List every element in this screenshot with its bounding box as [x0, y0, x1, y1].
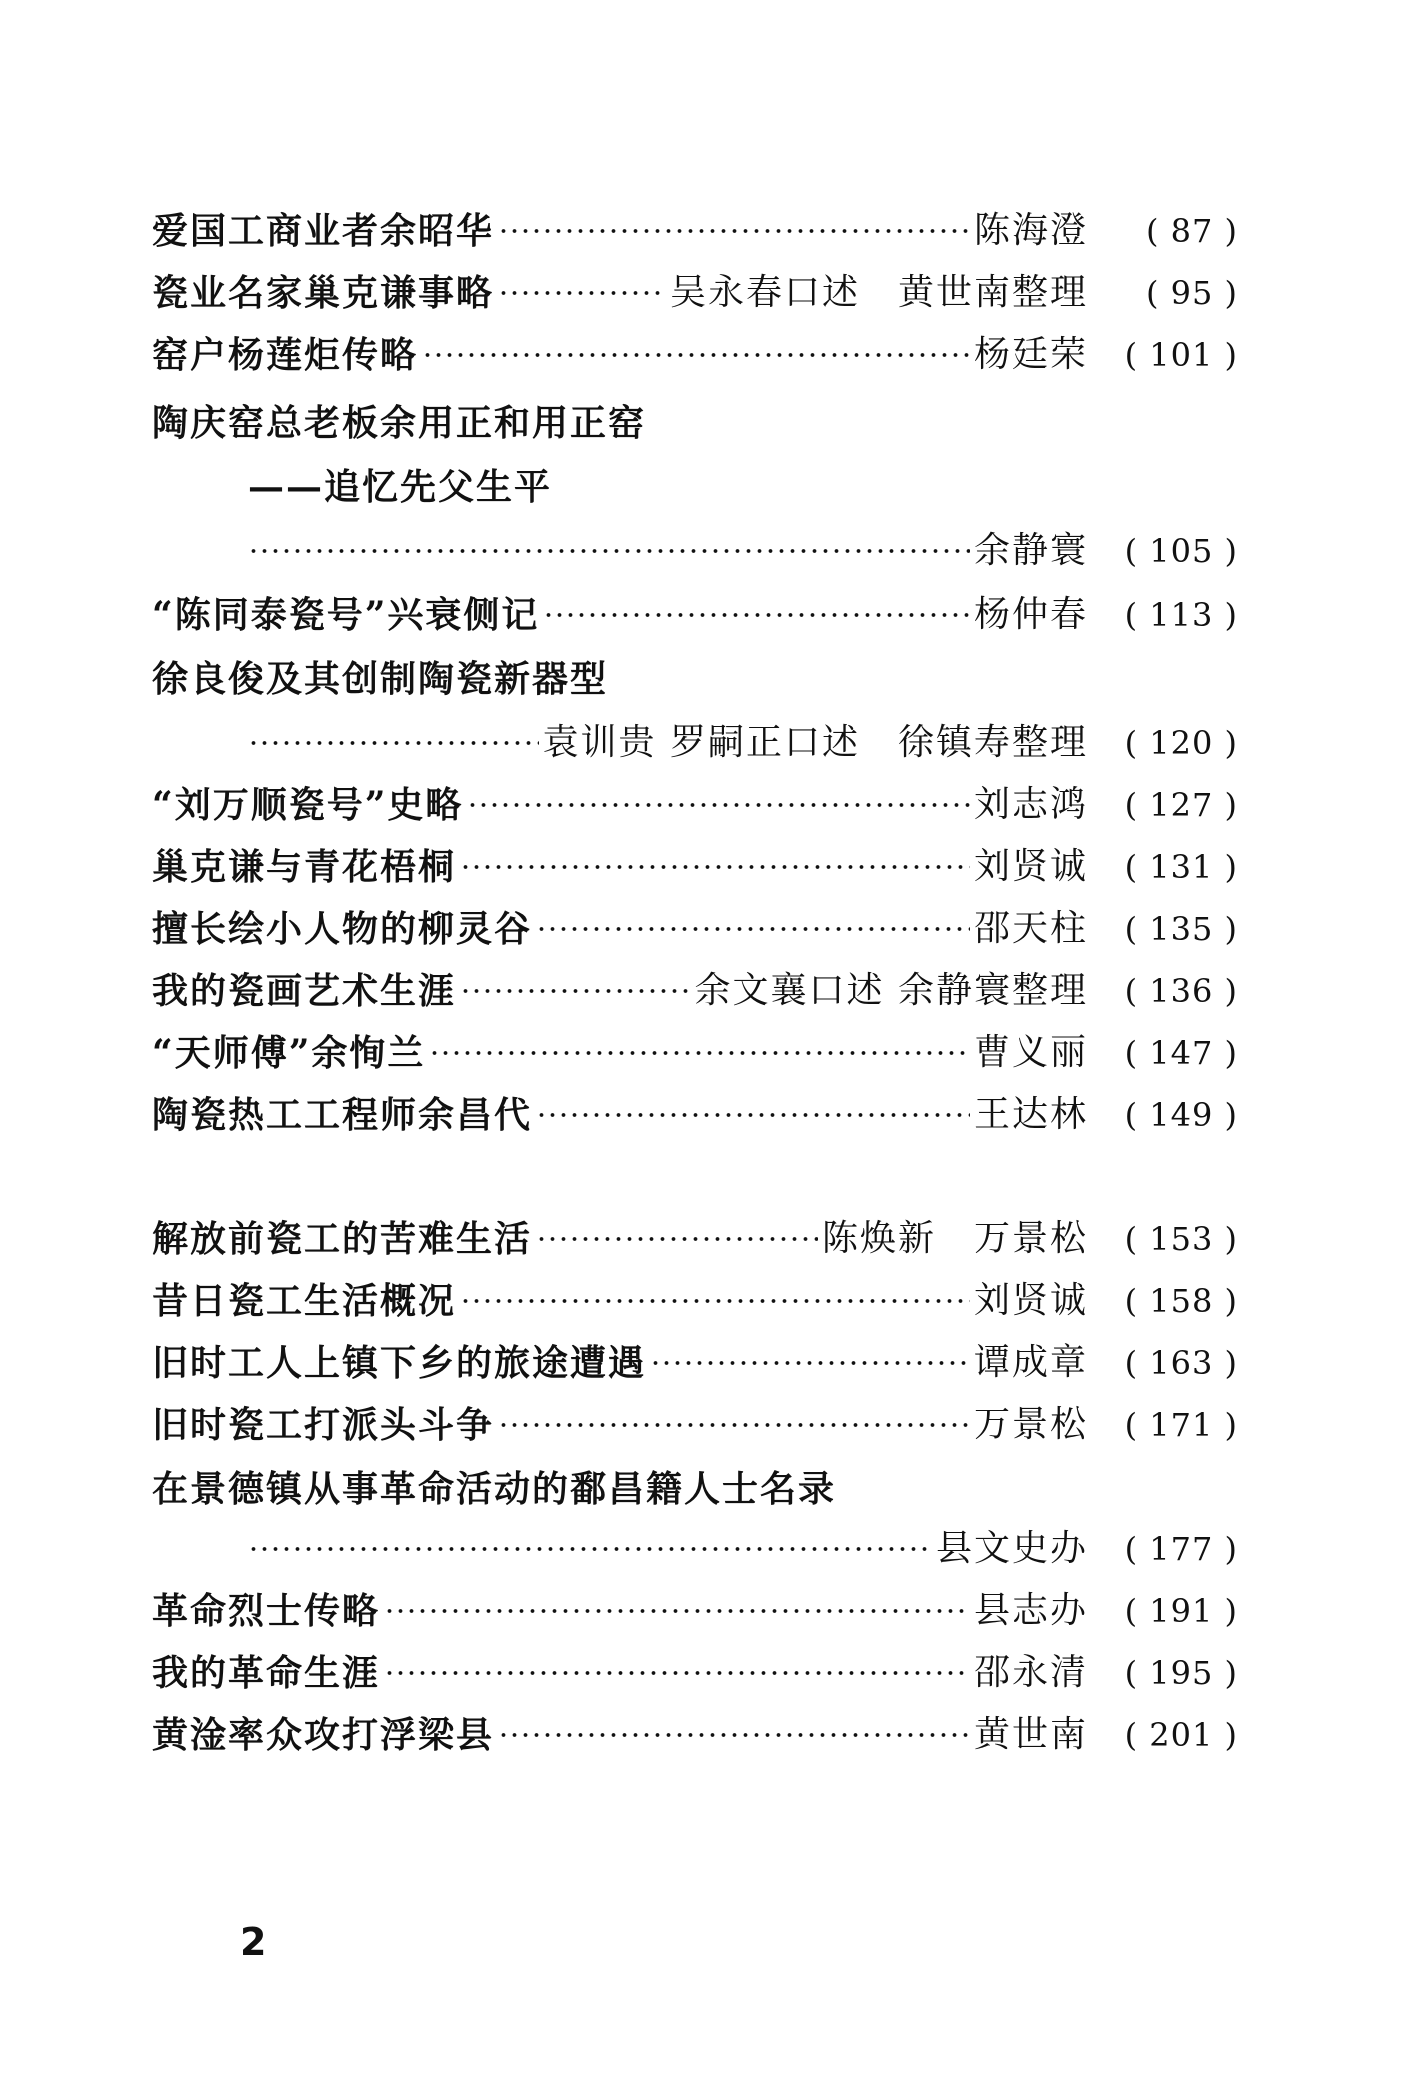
toc-entry [248, 526, 1238, 576]
entry-page: ( 127 ) [1124, 786, 1238, 824]
entry-page: ( 113 ) [1124, 596, 1238, 634]
dot-leader [536, 1090, 970, 1140]
dot-leader [460, 966, 691, 1016]
dot-leader [498, 268, 666, 318]
dot-leader [429, 1028, 970, 1078]
entry-author: 刘贤诚 [973, 846, 1088, 887]
entry-title: 窑户杨莲炬传略 [152, 334, 419, 376]
dot-leader [498, 1400, 970, 1450]
entry-page: ( 136 ) [1124, 972, 1238, 1010]
dot-leader [536, 904, 970, 954]
entry-author: 袁训贵 罗嗣正口述 徐镇寿整理 [542, 722, 1088, 763]
dot-leader [248, 1524, 932, 1574]
dot-leader [498, 206, 970, 256]
toc-entry [152, 904, 1238, 954]
dot-leader [460, 842, 970, 892]
entry-page: ( 131 ) [1124, 848, 1238, 886]
dot-leader [536, 1214, 818, 1264]
entry-author: 陈海澄 [973, 210, 1088, 251]
entry-page: ( 191 ) [1124, 1592, 1238, 1630]
entry-title: 我的革命生涯 [152, 1652, 381, 1694]
entry-page: ( 101 ) [1124, 336, 1238, 374]
entry-page: ( 149 ) [1124, 1096, 1238, 1134]
entry-title: 徐良俊及其创制陶瓷新器型 [152, 658, 609, 700]
dot-leader [467, 780, 970, 830]
entry-page: ( 147 ) [1124, 1034, 1238, 1072]
toc-entry [152, 1648, 1238, 1698]
entry-subtitle: ——追忆先父生平 [248, 466, 553, 508]
toc-entry [152, 654, 1238, 704]
entry-title: 我的瓷画艺术生涯 [152, 970, 457, 1012]
entry-author: 曹义丽 [973, 1032, 1088, 1073]
entry-title: “刘万顺瓷号”史略 [152, 784, 464, 826]
entry-title: 革命烈士传略 [152, 1590, 381, 1632]
dot-leader [543, 590, 970, 640]
toc-entry [152, 206, 1238, 256]
toc-entry [152, 1090, 1238, 1140]
entry-title: 旧时瓷工打派头斗争 [152, 1404, 495, 1446]
entry-author: 县志办 [973, 1590, 1088, 1631]
toc-entry [248, 1524, 1238, 1574]
toc-entry [152, 1028, 1238, 1078]
entry-title: 黄淦率众攻打浮梁县 [152, 1714, 495, 1756]
toc-entry-subtitle [248, 462, 1238, 512]
entry-page: ( 135 ) [1124, 910, 1238, 948]
entry-page: ( 177 ) [1124, 1530, 1238, 1568]
dot-leader [422, 330, 970, 380]
toc-entry [152, 1400, 1238, 1450]
entry-page: ( 171 ) [1124, 1406, 1238, 1444]
dot-leader [460, 1276, 970, 1326]
toc-entry [152, 1214, 1238, 1264]
entry-title: 昔日瓷工生活概况 [152, 1280, 457, 1322]
entry-title: 瓷业名家巢克谦事略 [152, 272, 495, 314]
page-number: 2 [240, 1920, 267, 1964]
toc-entry [152, 398, 1238, 448]
toc-entry [152, 268, 1238, 318]
entry-author: 县文史办 [935, 1528, 1088, 1569]
entry-title: “天师傅”余恂兰 [152, 1032, 426, 1074]
entry-page: ( 163 ) [1124, 1344, 1238, 1382]
entry-author: 谭成章 [973, 1342, 1088, 1383]
toc-entry [152, 966, 1238, 1016]
toc-entry [152, 330, 1238, 380]
entry-author: 王达林 [973, 1094, 1088, 1135]
entry-title: 陶庆窑总老板余用正和用正窑 [152, 402, 647, 444]
entry-author: 吴永春口述 黄世南整理 [669, 272, 1088, 313]
entry-page: ( 87 ) [1145, 212, 1238, 250]
entry-page: ( 153 ) [1124, 1220, 1238, 1258]
dot-leader [498, 1710, 970, 1760]
entry-page: ( 195 ) [1124, 1654, 1238, 1692]
entry-page: ( 120 ) [1124, 724, 1238, 762]
entry-author: 邵天柱 [973, 908, 1088, 949]
entry-title: “陈同泰瓷号”兴衰侧记 [152, 594, 540, 636]
entry-author: 余静寰 [973, 530, 1088, 571]
entry-title: 擅长绘小人物的柳灵谷 [152, 908, 533, 950]
toc-entry [248, 718, 1238, 768]
entry-author: 万景松 [973, 1404, 1088, 1445]
toc-entry [152, 842, 1238, 892]
entry-author: 刘贤诚 [973, 1280, 1088, 1321]
entry-title: 解放前瓷工的苦难生活 [152, 1218, 533, 1260]
toc-entry [152, 780, 1238, 830]
toc-entry [152, 590, 1238, 640]
toc-entry [152, 1338, 1238, 1388]
entry-page: ( 105 ) [1124, 532, 1238, 570]
dot-leader [650, 1338, 970, 1388]
dot-leader [248, 718, 539, 768]
toc-entry [152, 1586, 1238, 1636]
entry-page: ( 158 ) [1124, 1282, 1238, 1320]
entry-author: 邵永清 [973, 1652, 1088, 1693]
entry-title: 陶瓷热工工程师余昌代 [152, 1094, 533, 1136]
entry-author: 余文襄口述 余静寰整理 [694, 970, 1088, 1011]
entry-author: 刘志鸿 [973, 784, 1088, 825]
entry-author: 黄世南 [973, 1714, 1088, 1755]
entry-page: ( 95 ) [1145, 274, 1238, 312]
entry-author: 陈焕新 万景松 [821, 1218, 1088, 1259]
entry-author: 杨廷荣 [973, 334, 1088, 375]
entry-author: 杨仲春 [973, 594, 1088, 635]
dot-leader [384, 1586, 970, 1636]
dot-leader [248, 526, 970, 576]
entry-page: ( 201 ) [1124, 1716, 1238, 1754]
entry-title: 爱国工商业者余昭华 [152, 210, 495, 252]
entry-title: 在景德镇从事革命活动的鄱昌籍人士名录 [152, 1468, 837, 1510]
dot-leader [384, 1648, 970, 1698]
entry-title: 旧时工人上镇下乡的旅途遭遇 [152, 1342, 647, 1384]
toc-entry [152, 1276, 1238, 1326]
toc-entry [152, 1464, 1238, 1514]
toc-entry [152, 1710, 1238, 1760]
entry-title: 巢克谦与青花梧桐 [152, 846, 457, 888]
